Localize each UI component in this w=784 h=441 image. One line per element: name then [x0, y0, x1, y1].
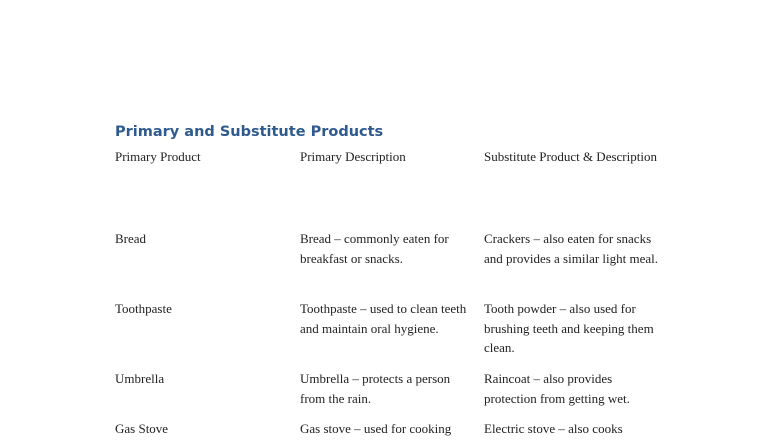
- cell-product: Bread: [115, 231, 147, 246]
- cell-description: Gas stove – used for cooking: [300, 421, 452, 436]
- cell-substitute: Raincoat – also provides protection from getting wet.: [484, 371, 630, 406]
- cell-description: Umbrella – protects a person from the rain.: [300, 371, 451, 406]
- section-heading: Primary and Substitute Products: [115, 124, 384, 140]
- cell-substitute: Electric stove – also cooks: [484, 421, 623, 436]
- cell-description: Bread – commonly eaten for breakfast or snacks.: [300, 231, 449, 266]
- cell-substitute: Tooth powder – also used for brushing teeth and keeping them clean.: [484, 301, 654, 355]
- cell-product: Toothpaste: [115, 301, 172, 316]
- cell-product: Gas Stove: [115, 421, 169, 436]
- header-primary-product: Primary Product: [115, 149, 201, 164]
- cell-product: Umbrella: [115, 371, 165, 386]
- header-substitute: Substitute Product & Description: [484, 149, 657, 164]
- cell-substitute: Crackers – also eaten for snacks and provides a similar light meal.: [484, 231, 659, 266]
- header-primary-description: Primary Description: [300, 149, 406, 164]
- cell-description: Toothpaste – used to clean teeth and maintain oral hygiene.: [300, 301, 467, 336]
